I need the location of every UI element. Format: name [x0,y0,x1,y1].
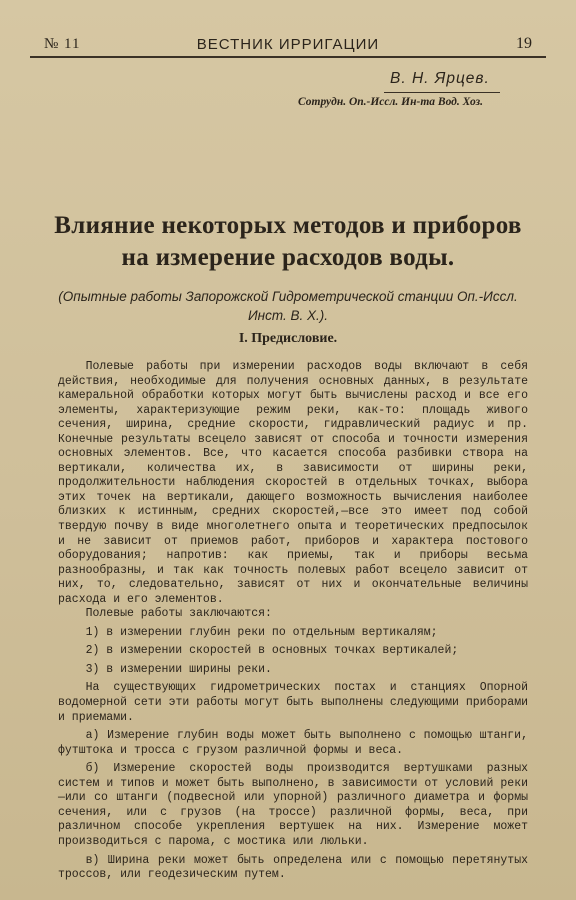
journal-title: ВЕСТНИК ИРРИГАЦИИ [196,36,380,53]
subtitle-line-1: (Опытные работы Запорожской Гидрометрической станции Оп.-Иссл. [58,289,518,304]
subtitle-line-2: Инст. В. Х.). [248,308,328,323]
title-line-2: на измерение расходов воды. [121,244,455,271]
list-item-1: 1) в измерении глубин реки по отдельным вертикалям; [85,625,438,639]
list-item-2: 2) в измерении скоростей в основных точках вертикалей; [85,644,459,658]
paragraph-6: в) Ширина реки может быть определена или с помощью перетянутых троссов, или геодезическим путем. [58,853,528,882]
running-header [30,34,546,58]
article-subtitle [30,287,546,325]
author-affiliation: Сотрудн. Оп.-Иссл. Ин-та Вод. Хоз. [298,96,484,108]
paragraph-3: На существующих гидрометрических постах и станциях Опорной водомерной сети эти работы могут быть выполнены следующими приборами и приемами. [58,681,528,724]
paragraph-2: Полевые работы заключаются: [85,607,272,621]
article-body [58,360,528,883]
author-name: В. Н. Ярцев. [390,70,490,87]
paragraph-5: б) Измерение скоростей воды производится вертушками разных систем и типов и может быть выполнено, в зависимости от условий реки—или со штанги (подвесной или упорной) различного диаметра и формы сечения, или с грузов (на троссе) различной формы, веса, при различном способе укрепления вертушек на них. Измерение может производиться с парома, с мостика или люльки. [58,762,528,848]
section-heading: I. Предисловие. [238,331,338,346]
page-number: 19 [516,35,532,52]
issue-number: № 11 [44,36,81,52]
paragraph-1: Полевые работы при измерении расходов воды включают в себя действия, необходимые для получения основных данных, в результате камеральной обработки которых могут быть вычислены расход и все его элементы, характеризующие режим реки, как-то: площадь живого сечения, ширина, средние скорости, гидравлический радиус и пр. Конечные результаты всецело зависят от способа и точности измерения основных элементов. Все, что касается способа разбивки створа на вертикали, количества их, в зависимости от ширины реки, продолжительности наблюдения скоростей в отдельных точках, выбора этих точек на вертикали, дающего возможность вычисления наиболее близких к истинным, средних скоростей,—все это имеет под собой твердую почву в виде многолетнего опыта и теоретических предпосылок и не зависит от приемов работ, приборов и характера постового оборудования; напротив: как приемы, так и приборы весьма разнообразны, и так как точность полевых работ всецело зависит от них, то, следовательно, зависят от них и окончательные величины расхода и его элементов. [58,360,528,606]
title-line-1: Влияние некоторых методов и приборов [54,212,522,239]
list-item-3: 3) в измерении ширины реки. [85,662,272,676]
author-underline [384,92,500,93]
paragraph-4: а) Измерение глубин воды может быть выполнено с помощью штанги, футштока и тросса с грузом различной формы и веса. [58,729,528,757]
article-title [20,210,556,274]
